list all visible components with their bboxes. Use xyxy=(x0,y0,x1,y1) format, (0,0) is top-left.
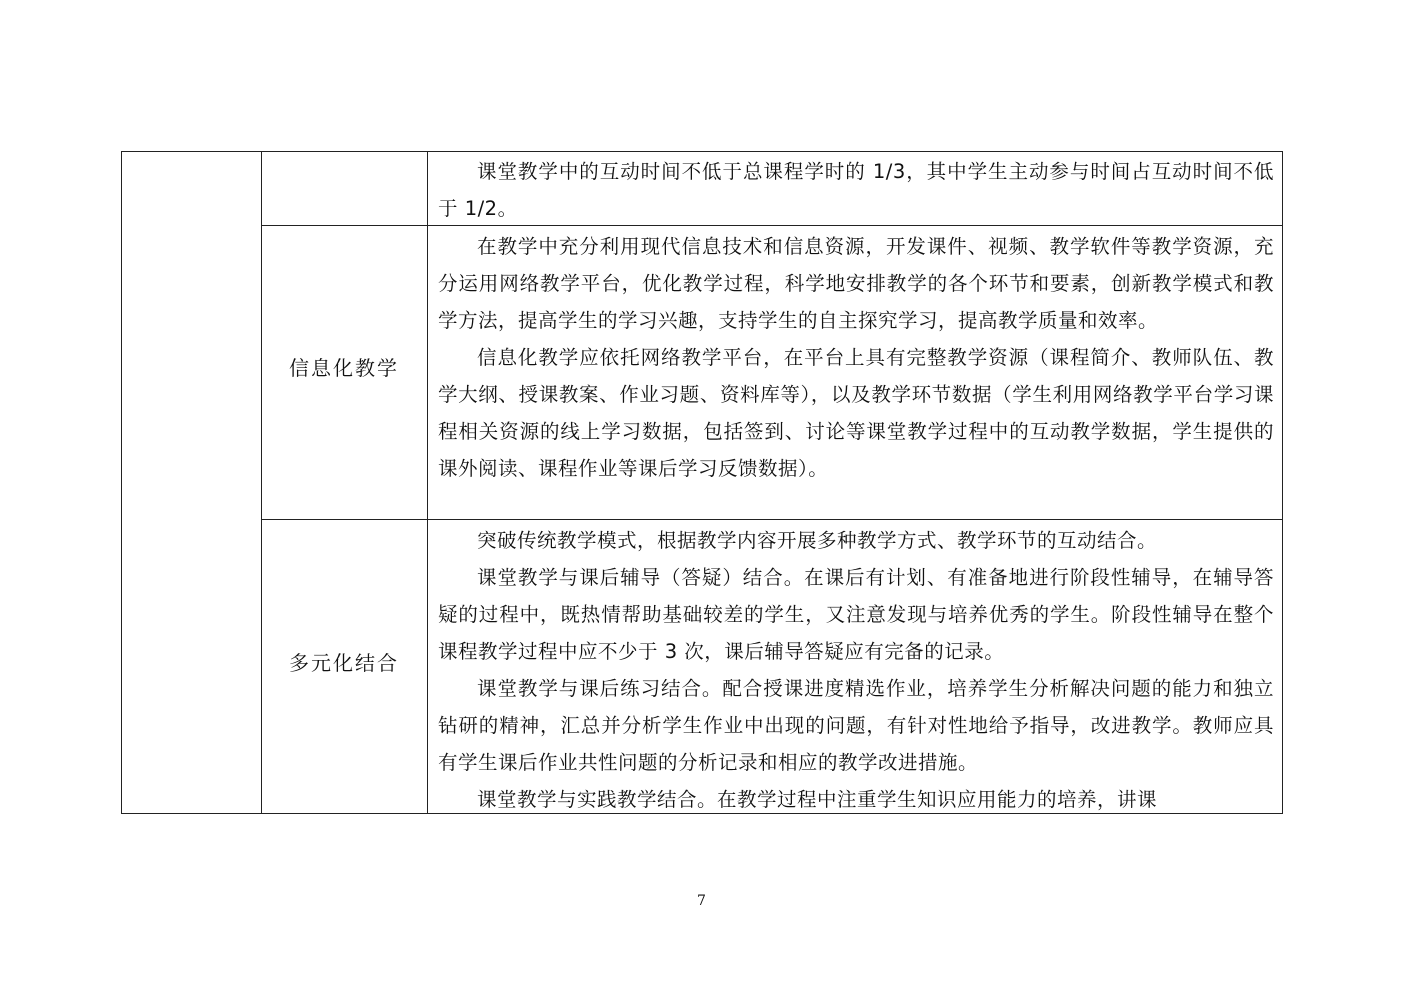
row-3-content xyxy=(438,522,1274,812)
category-label-diversified: 多元化结合 xyxy=(289,651,399,675)
table-col-divider-2 xyxy=(427,151,428,814)
row-3-paragraph-2: 课堂教学与课后辅导（答疑）结合。在课后有计划、有准备地进行阶段性辅导，在辅导答疑的过程中，既热情帮助基础较差的学生，又注意发现与培养优秀的学生。阶段性辅导在整个课程教学过程中应不少于 3 次，课后辅导答疑应有完备的记录。 xyxy=(438,566,1274,663)
row-1-paragraph-1: 课堂教学中的互动时间不低于总课程学时的 1/3，其中学生主动参与时间占互动时间不低于 1/2。 xyxy=(438,160,1274,220)
table-row-divider-2 xyxy=(261,519,1283,520)
page-number: 7 xyxy=(697,893,706,909)
table-col-divider-1 xyxy=(261,151,262,814)
table-right-border xyxy=(1282,151,1283,814)
category-label-informatization: 信息化教学 xyxy=(289,356,399,380)
row-1-content xyxy=(438,153,1274,227)
row-2-content xyxy=(438,228,1274,487)
row-3-paragraph-1: 突破传统教学模式，根据教学内容开展多种教学方式、教学环节的互动结合。 xyxy=(477,529,1158,552)
row-3-paragraph-3: 课堂教学与课后练习结合。配合授课进度精选作业，培养学生分析解决问题的能力和独立钻研的精神，汇总并分析学生作业中出现的问题，有针对性地给予指导，改进教学。教师应具有学生课后作业共性问题的分析记录和相应的教学改进措施。 xyxy=(438,677,1274,774)
row-2-paragraph-1: 在教学中充分利用现代信息技术和信息资源，开发课件、视频、教学软件等教学资源，充分运用网络教学平台，优化教学过程，科学地安排教学的各个环节和要素，创新教学模式和教学方法，提高学生的学习兴趣，支持学生的自主探究学习，提高教学质量和效率。 xyxy=(438,235,1274,332)
row-2-paragraph-2: 信息化教学应依托网络教学平台，在平台上具有完整教学资源（课程简介、教师队伍、教学大纲、授课教案、作业习题、资料库等），以及教学环节数据（学生利用网络教学平台学习课程相关资源的线上学习数据，包括签到、讨论等课堂教学过程中的互动教学数据，学生提供的课外阅读、课程作业等课后学习反馈数据）。 xyxy=(438,346,1274,480)
row-3-paragraph-4: 课堂教学与实践教学结合。在教学过程中注重学生知识应用能力的培养，讲课 xyxy=(477,788,1158,811)
